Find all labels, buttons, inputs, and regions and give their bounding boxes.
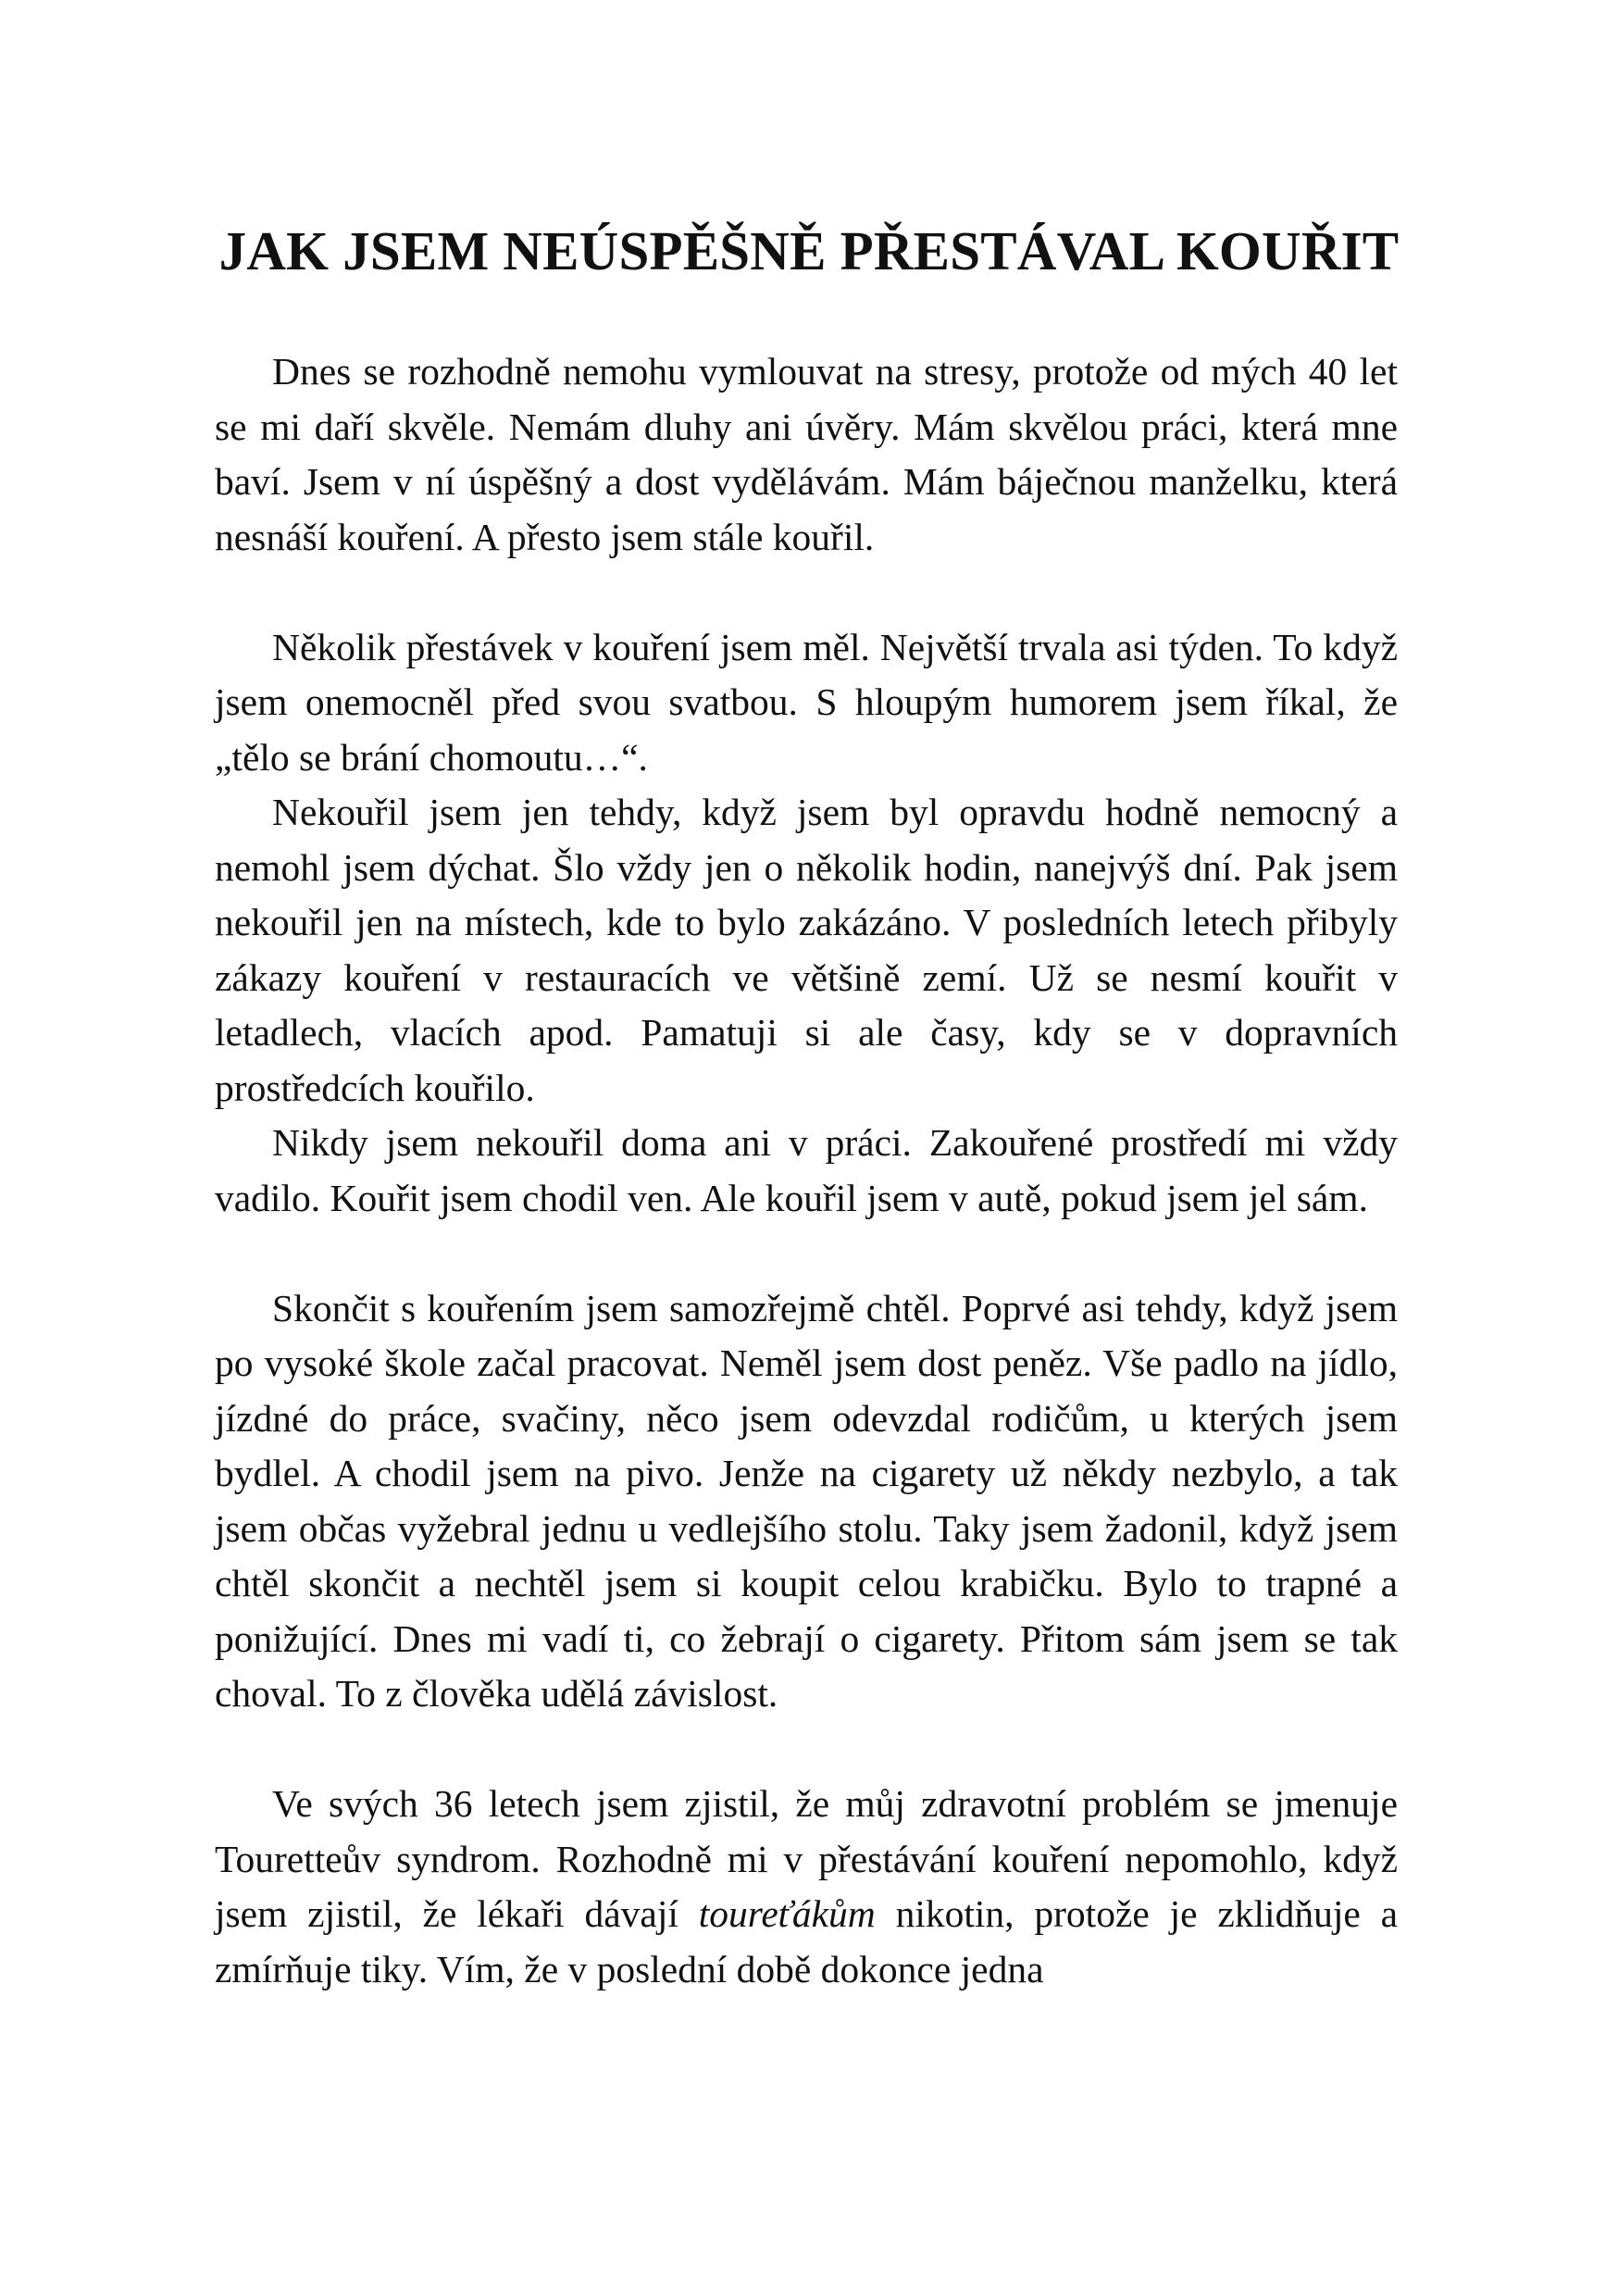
body-text <box>215 344 1398 1997</box>
paragraph-5: Skončit s kouřením jsem samozřejmě chtěl. Poprvé asi tehdy, když jsem po vysoké škole začal pracovat. Neměl jsem dost peněz. Vše padlo na jídlo, jízdné do práce, svačiny, něco jsem odevzdal rodičům, u kterých jsem bydlel. A chodil jsem na pivo. Jenže na cigarety už někdy nezbylo, a tak jsem občas vyžebral jednu u vedlejšího stolu. Taky jsem žadonil, když jsem chtěl skončit a nechtěl jsem si koupit celou krabičku. Bylo to trapné a ponižující. Dnes mi vadí ti, co žebrají o cigarety. Přitom sám jsem se tak choval. To z člověka udělá závislost. <box>215 1286 1398 1715</box>
paragraph-3: Nekouřil jsem jen tehdy, když jsem byl opravdu hodně nemocný a nemohl jsem dýchat. Šlo vždy jen o několik hodin, nanejvýš dní. Pak jsem nekouřil jen na místech, kde to bylo zakázáno. V posledních letech přibyly zákazy kouření v restauracích ve většině zemí. Už se nesmí kouřit v letadlech, vlacích apod. Pamatuji si ale časy, kdy se v dopravních prostředcích kouřilo. <box>215 791 1398 1109</box>
chapter-title: JAK JSEM NEÚSPĚŠNĚ PŘESTÁVAL KOUŘIT <box>218 220 1400 281</box>
paragraph-4: Nikdy jsem nekouřil doma ani v práci. Zakouřené prostředí mi vždy vadilo. Kouřit jsem chodil ven. Ale kouřil jsem v autě, pokud jsem jel sám. <box>215 1121 1398 1219</box>
paragraph-6-text-end: nikotin, protože je zklidňuje a zmírňuje tiky. Vím, že v poslední době dokonce jedna <box>215 1892 1398 1990</box>
paragraph-6-text-start: Ve svých 36 letech jsem zjistil, že můj zdravotní problém se jmenuje Touretteův syndrom. Rozhodně mi v přestávání kouření nepomohlo, když jsem zjistil, že lékaři dávají <box>215 1782 1398 1935</box>
paragraph-2: Několik přestávek v kouření jsem měl. Největší trvala asi týden. To když jsem onemocněl před svou svatbou. S hloupým humorem jsem říkal, že „tělo se brání chomoutu…“. <box>215 625 1398 779</box>
paragraph-6 <box>215 1777 1398 1997</box>
paragraph-1: Dnes se rozhodně nemohu vymlouvat na stresy, protože od mých 40 let se mi daří skvěle. Nemám dluhy ani úvěry. Mám skvělou práci, která mne baví. Jsem v ní úspěšný a dost vydělávám. Mám báječnou manželku, která nesnáší kouření. A přesto jsem stále kouřil. <box>215 350 1398 558</box>
paragraph-6-italic-term: toureťákům <box>698 1892 876 1935</box>
